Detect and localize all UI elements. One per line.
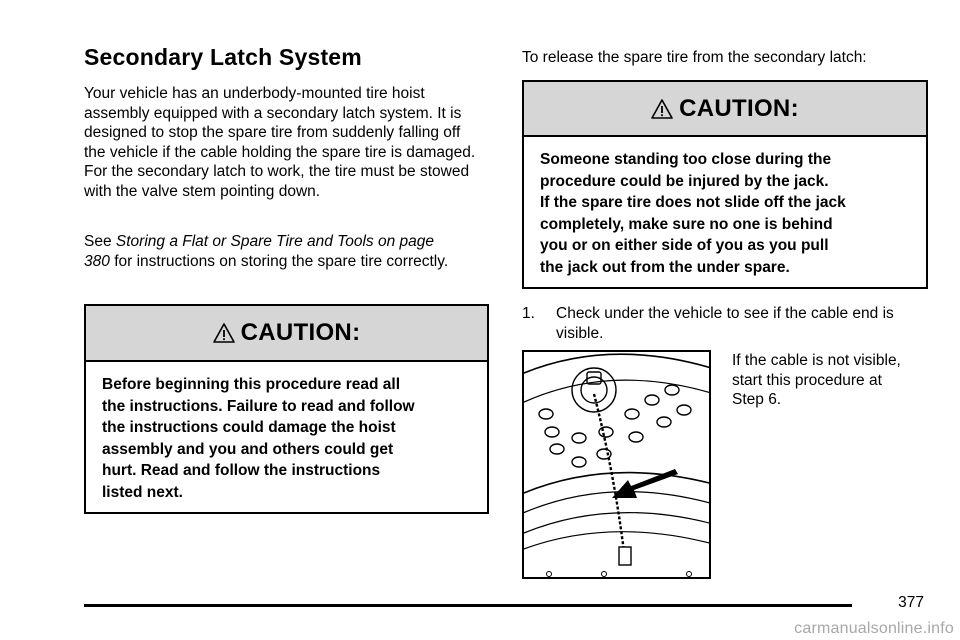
caution-heading: CAUTION:: [679, 94, 799, 122]
step-item: [522, 304, 922, 343]
cross-reference-link[interactable]: Storing a Flat or Spare Tire and Tools on page 380: [84, 233, 434, 270]
arrow-icon: [610, 468, 680, 508]
caution-message: [524, 137, 926, 279]
caution-line: you or on either side of you as you pull: [540, 237, 829, 255]
caution-heading: CAUTION:: [240, 319, 361, 346]
caution-line: If the spare tire does not slide off the jack: [540, 194, 846, 212]
section-title: Secondary Latch System: [84, 44, 362, 70]
see-prefix: See: [84, 233, 112, 250]
steps-list: [522, 304, 922, 343]
caution-triangle-icon: [213, 322, 235, 344]
figure-note: If the cable is not visible, start this procedure at Step 6.: [732, 352, 901, 409]
spare-tire-drawing: [524, 352, 709, 577]
release-lead-text: To release the spare tire from the secondary latch:: [522, 49, 867, 66]
step-text: Check under the vehicle to see if the cable end is visible.: [556, 305, 894, 342]
caution-header: [524, 82, 926, 137]
spare-tire-illustration: [522, 350, 711, 579]
caution-line: hurt. Read and follow the instructions: [102, 462, 381, 480]
see-suffix: for instructions on storing the spare tire correctly.: [114, 252, 449, 270]
see-paragraph: [84, 232, 456, 271]
caution-line: completely, make sure no one is behind: [540, 215, 833, 233]
page-number: 377: [898, 594, 924, 611]
caution-box-jack: [522, 80, 928, 289]
intro-paragraph: Your vehicle has an underbody-mounted tire hoist assembly equipped with a secondary latch system. It is designed to stop the spare tire from suddenly falling off the vehicle if the cable holding the spare tire is damaged. For the secondary latch to work, the tire must be stowed with the valve stem pointing down.: [84, 85, 476, 200]
step-number: 1.: [522, 305, 535, 322]
caution-message: [86, 362, 487, 504]
caution-line: the jack out from the under spare.: [540, 258, 790, 276]
caution-line: the instructions. Failure to read and follow: [102, 397, 415, 415]
caution-line: listed next.: [102, 483, 183, 501]
footer-rule: [84, 604, 852, 607]
caution-box-hoist: [84, 304, 489, 514]
watermark-text: carmanualsonline.info: [794, 620, 954, 637]
caution-line: the instructions could damage the hoist: [102, 419, 396, 437]
caution-header: [86, 306, 487, 362]
caution-line: Before beginning this procedure read all: [102, 376, 400, 393]
caution-line: procedure could be injured by the jack.: [540, 172, 829, 190]
caution-line: Someone standing too close during the: [540, 151, 832, 168]
caution-line: assembly and you and others could get: [102, 440, 394, 458]
caution-triangle-icon: [651, 98, 673, 120]
